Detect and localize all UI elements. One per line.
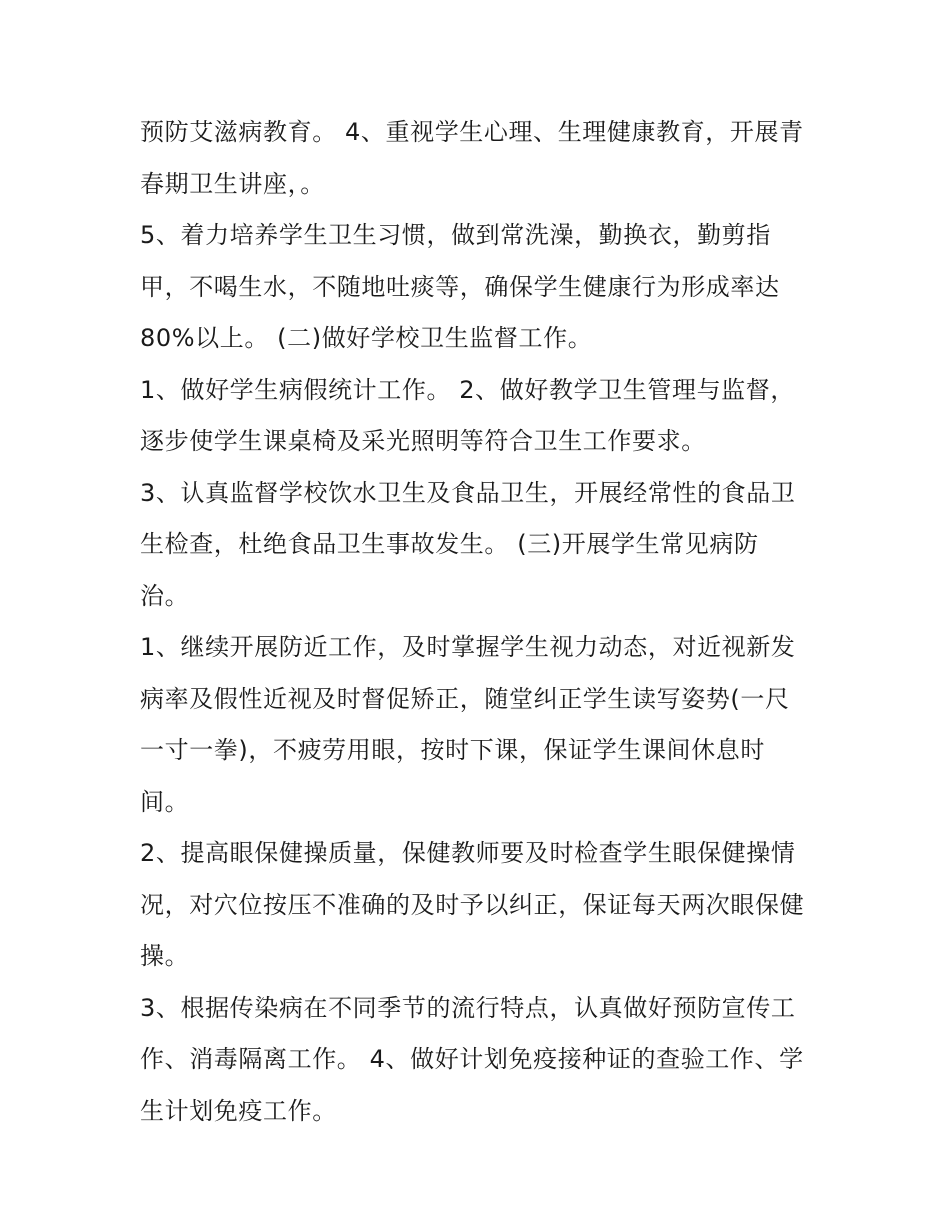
text-line: 80%以上。 (二)做好学校卫生监督工作。 [140,324,593,352]
text-line: 预防艾滋病教育。 4、重视学生心理、生理健康教育，开展青 [140,118,804,146]
text-line: 春期卫生讲座，。 [140,169,325,198]
text-line: 况，对穴位按压不准确的及时予以纠正，保证每天两次眼保健 [140,890,805,919]
text-line: 2、提高眼保健操质量，保健教师要及时检查学生眼保健操情 [140,839,796,867]
text-line: 操。 [140,942,190,970]
text-line: 1、继续开展防近工作，及时掌握学生视力动态，对近视新发 [140,633,796,661]
text-line: 3、认真监督学校饮水卫生及食品卫生，开展经常性的食品卫 [140,478,796,507]
text-line: 生计划免疫工作。 [140,1096,337,1125]
text-line: 间。 [140,787,190,816]
text-line: 作、消毒隔离工作。 4、做好计划免疫接种证的查验工作、学 [140,1045,804,1073]
text-line: 甲，不喝生水，不随地吐痰等，确保学生健康行为形成率达 [140,272,780,301]
text-line: 一寸一拳)，不疲劳用眼，按时下课，保证学生课间休息时 [140,736,765,764]
document-body [140,107,820,1137]
text-line: 逐步使学生课桌椅及采光照明等符合卫生工作要求。 [140,427,706,455]
text-line: 生检查，杜绝食品卫生事故发生。 (三)开展学生常见病防 [140,530,759,558]
text-line: 1、做好学生病假统计工作。 2、做好教学卫生管理与监督， [140,375,795,404]
text-line: 5、着力培养学生卫生习惯，做到常洗澡，勤换衣，勤剪指 [140,221,771,249]
text-line: 治。 [140,581,190,610]
text-line: 3、根据传染病在不同季节的流行特点，认真做好预防宣传工 [140,993,796,1022]
text-line: 病率及假性近视及时督促矫正，随堂纠正学生读写姿势(一尺 [140,684,790,713]
